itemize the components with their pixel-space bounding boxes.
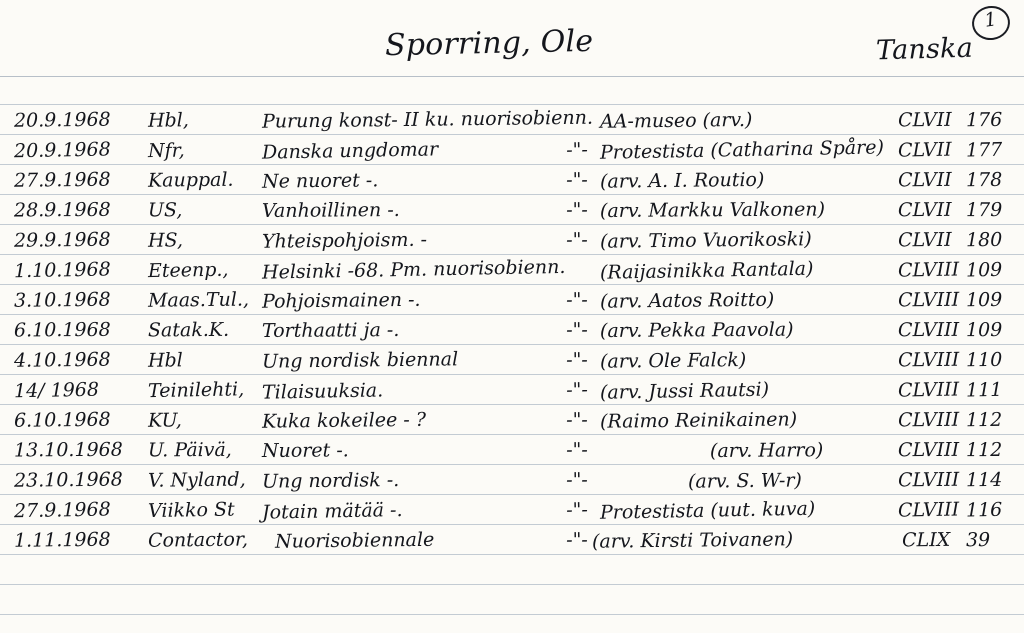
entry-volume: CLVIII	[897, 318, 960, 342]
entry-date: 1.11.1968	[13, 528, 111, 552]
entry-source: Nfr,	[147, 139, 185, 163]
entry-note: (arv. Pekka Paavola)	[599, 318, 794, 343]
entry-source: KU,	[147, 409, 182, 432]
entry-number: 109	[965, 258, 1003, 282]
table-row	[0, 200, 1024, 228]
entry-volume: CLVIII	[897, 258, 960, 282]
entry-title: Purung konst- II ku. nuorisobienn.	[261, 106, 594, 133]
entry-number: 112	[965, 438, 1003, 462]
entry-volume: CLVIII	[897, 378, 960, 402]
entry-note: (Raijasinikka Rantala)	[599, 257, 814, 284]
ruled-line	[0, 104, 1024, 105]
entry-volume: CLVII	[897, 198, 952, 222]
entry-number: 177	[965, 138, 1003, 162]
entry-source: HS,	[147, 229, 184, 252]
entry-source: Hbl	[147, 349, 183, 372]
entry-date: 14/ 1968	[13, 378, 100, 403]
entry-title: Vanhoillinen -.	[261, 199, 400, 222]
entry-number: 109	[965, 288, 1003, 312]
entry-note: (arv. Harro)	[709, 439, 824, 463]
table-row	[0, 320, 1024, 348]
entry-title: Ung nordisk biennal	[261, 348, 459, 373]
entry-date: 23.10.1968	[13, 468, 123, 492]
entry-number: 109	[965, 318, 1003, 342]
entry-title: Ung nordisk -.	[261, 469, 400, 493]
entry-title: Yhteispohjoism. -	[261, 228, 428, 253]
entry-volume: CLVIII	[897, 348, 960, 372]
entry-number: 180	[965, 228, 1003, 252]
entry-date: 27.9.1968	[13, 498, 111, 523]
entry-title: Torthaatti ja -.	[261, 319, 400, 342]
table-row	[0, 290, 1024, 318]
entry-title: Jotain mätää -.	[261, 498, 403, 524]
entry-note: (arv. Ole Falck)	[599, 348, 747, 373]
entry-date: 3.10.1968	[13, 288, 111, 312]
entry-number: 179	[965, 198, 1003, 222]
entry-date: 20.9.1968	[13, 108, 111, 132]
table-row	[0, 230, 1024, 258]
entry-ditto: -"-	[566, 438, 588, 462]
entry-title: Danska ungdomar	[261, 138, 439, 164]
page-number-value: 1	[983, 8, 999, 32]
entry-ditto: -"-	[566, 408, 588, 432]
entry-note: Protestista (uut. kuva)	[599, 497, 816, 524]
entry-date: 13.10.1968	[13, 438, 123, 462]
entry-note: (arv. Timo Vuorikoski)	[599, 228, 812, 253]
table-row	[0, 106, 1024, 138]
entry-volume: CLVIII	[897, 408, 960, 432]
entry-volume: CLVIII	[897, 468, 960, 492]
entry-ditto: -"-	[566, 228, 588, 252]
entry-title: Helsinki -68. Pm. nuorisobienn.	[261, 255, 566, 284]
entry-source: V. Nyland,	[147, 468, 246, 492]
page-number-badge	[970, 4, 1012, 43]
table-row	[0, 470, 1024, 498]
entry-number: 112	[965, 408, 1003, 432]
entry-number: 178	[965, 168, 1003, 192]
ruled-line	[0, 614, 1024, 615]
entry-volume: CLVII	[897, 138, 952, 162]
entry-date: 29.9.1968	[13, 228, 111, 252]
entry-ditto: -"-	[566, 468, 588, 492]
entry-title: Pohjoismainen -.	[261, 288, 421, 313]
entry-note: (arv. S. W-r)	[687, 469, 803, 493]
entry-date: 6.10.1968	[13, 408, 111, 432]
entry-number: 114	[965, 468, 1003, 492]
entry-date: 1.10.1968	[13, 258, 111, 283]
entry-number: 116	[965, 498, 1003, 522]
entry-note: (Raimo Reinikainen)	[599, 408, 798, 433]
entry-volume: CLVIII	[897, 438, 960, 462]
entry-ditto: -"-	[566, 318, 588, 342]
entry-date: 28.9.1968	[13, 198, 111, 222]
entry-note: (arv. Jussi Rautsi)	[599, 378, 770, 404]
ruled-line	[0, 76, 1024, 77]
table-row	[0, 350, 1024, 378]
entry-source: Kauppal.	[147, 168, 234, 192]
country-label: Tanska	[875, 32, 974, 67]
entry-title: Ne nuoret -.	[261, 169, 379, 193]
entry-source: Satak.K.	[147, 318, 230, 342]
entry-date: 27.9.1968	[13, 168, 111, 192]
entry-number: 110	[965, 348, 1003, 372]
entry-ditto: -"-	[565, 138, 589, 162]
entry-date: 20.9.1968	[13, 138, 111, 163]
table-row	[0, 530, 1024, 558]
entry-title: Nuorisobiennale	[274, 528, 435, 553]
entry-ditto: -"-	[566, 528, 588, 552]
entry-source: U. Päivä,	[147, 438, 232, 462]
entry-source: Viikko St	[147, 498, 235, 523]
entry-source: Maas.Tul.,	[147, 288, 250, 312]
entry-ditto: -"-	[565, 498, 589, 522]
entry-note: AA-museo (arv.)	[599, 108, 753, 133]
entry-note: (arv. A. I. Routio)	[599, 168, 765, 193]
entry-note: (arv. Kirsti Toivanen)	[591, 528, 794, 553]
entry-note: Protestista (Catharina Spåre)	[599, 136, 885, 164]
entry-ditto: -"-	[566, 348, 588, 372]
entry-ditto: -"-	[566, 198, 588, 222]
entry-volume: CLVIII	[897, 498, 960, 522]
entry-source: Contactor,	[147, 528, 249, 552]
table-row	[0, 136, 1024, 168]
entry-source: Teinilehti,	[147, 378, 245, 403]
entry-number: 39	[965, 529, 991, 552]
entry-volume: CLVIII	[897, 288, 960, 312]
table-row	[0, 170, 1024, 198]
entry-ditto: -"-	[565, 378, 589, 402]
entry-date: 4.10.1968	[13, 348, 111, 372]
entry-ditto: -"-	[566, 168, 588, 192]
entry-source: Eteenp.,	[147, 258, 229, 283]
entry-title: Nuoret -.	[261, 439, 349, 462]
entry-volume: CLVII	[897, 168, 952, 192]
entry-volume: CLVII	[897, 228, 952, 252]
entry-number: 176	[965, 108, 1003, 132]
entry-note: (arv. Markku Valkonen)	[599, 198, 826, 223]
table-row	[0, 497, 1024, 528]
entry-title: Kuka kokeilee - ?	[261, 408, 427, 433]
entry-number: 111	[965, 378, 1003, 402]
page-title: Sporring, Ole	[384, 23, 594, 64]
entry-volume: CLIX	[901, 528, 951, 552]
entry-source: Hbl,	[147, 109, 189, 132]
table-row	[0, 380, 1024, 408]
entry-source: US,	[147, 199, 183, 222]
table-row	[0, 410, 1024, 438]
table-row	[0, 440, 1024, 468]
entry-note: (arv. Aatos Roitto)	[599, 288, 775, 313]
entry-date: 6.10.1968	[13, 318, 111, 342]
ruled-line	[0, 584, 1024, 585]
entry-title: Tilaisuuksia.	[261, 379, 384, 404]
table-row	[0, 255, 1024, 288]
entry-volume: CLVII	[897, 108, 952, 132]
entry-ditto: -"-	[566, 288, 588, 312]
